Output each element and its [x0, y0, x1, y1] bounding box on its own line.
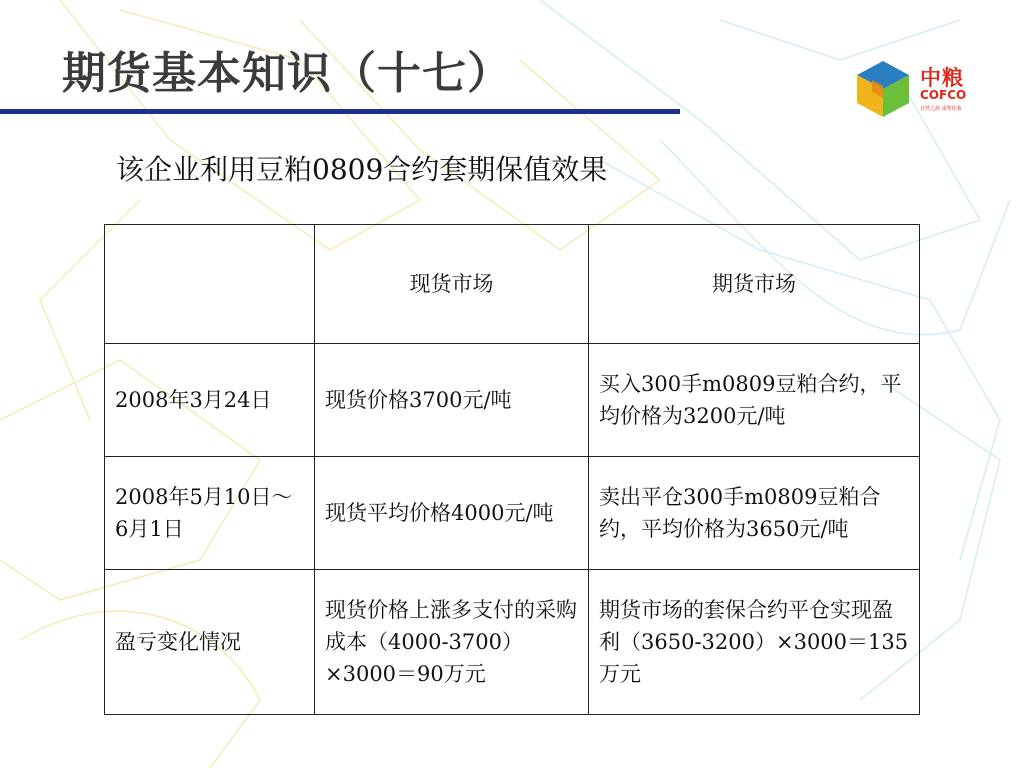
- date-cell: 2008年5月10日～6月1日: [105, 457, 315, 570]
- header-cell-spot-market: 现货市场: [315, 225, 589, 344]
- logo-tagline: 自然之源 重塑你我: [920, 106, 962, 112]
- logo-english-name: COFCO: [920, 88, 967, 102]
- cofco-cube-icon: [852, 58, 914, 120]
- profit-loss-label-cell: 盈亏变化情况: [105, 570, 315, 715]
- spot-market-cell: 现货价格上涨多支付的采购成本（4000-3700）×3000＝90万元: [315, 570, 589, 715]
- table-caption: 该企业利用豆粕0809合约套期保值效果: [116, 153, 608, 186]
- cofco-logo: [852, 58, 977, 120]
- futures-market-cell: 期货市场的套保合约平仓实现盈利（3650-3200）×3000＝135万元: [589, 570, 920, 715]
- header-cell-empty: [105, 225, 315, 344]
- hedging-result-table: [104, 224, 920, 715]
- logo-chinese-name: 中粮: [920, 66, 964, 90]
- spot-market-cell: 现货价格3700元/吨: [315, 344, 589, 457]
- table-row: [105, 344, 920, 457]
- date-cell: 2008年3月24日: [105, 344, 315, 457]
- table-row: [105, 570, 920, 715]
- table-header-row: [105, 225, 920, 344]
- table-row: [105, 457, 920, 570]
- slide-title: 期货基本知识（十七）: [62, 48, 512, 99]
- title-underline: [0, 109, 680, 114]
- header-cell-futures-market: 期货市场: [589, 225, 920, 344]
- futures-market-cell: 买入300手m0809豆粕合约，平均价格为3200元/吨: [589, 344, 920, 457]
- spot-market-cell: 现货平均价格4000元/吨: [315, 457, 589, 570]
- futures-market-cell: 卖出平仓300手m0809豆粕合约，平均价格为3650元/吨: [589, 457, 920, 570]
